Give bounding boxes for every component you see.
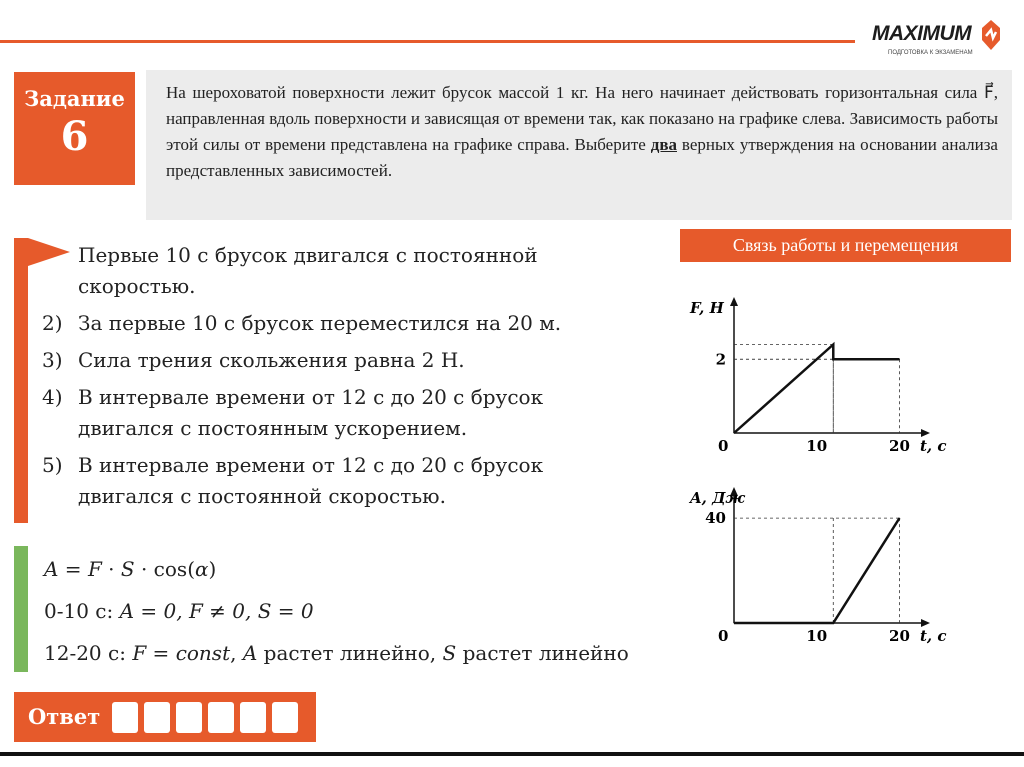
header-rule <box>0 40 855 43</box>
task-label: Задание <box>24 86 125 111</box>
answer-options <box>42 240 622 518</box>
option-number: 4) <box>42 385 63 409</box>
y-axis-label: F, Н <box>690 299 724 317</box>
formula-part: A = 0, F ≠ 0, S = 0 <box>119 599 314 623</box>
formula-part: растет линейно, <box>257 641 443 665</box>
options-flag-bar <box>14 238 28 523</box>
option-text: В интервале времени от 12 с до 20 с брусок двигался с постоянным ускорением. <box>78 385 544 440</box>
force-time-chart <box>680 295 950 470</box>
option-text: Сила трения скольжения равна 2 Н. <box>78 348 465 372</box>
option-number: 2) <box>42 311 63 335</box>
data-point <box>734 433 735 434</box>
data-point <box>899 359 900 360</box>
formula-line-1 <box>44 549 629 591</box>
x-tick-label: 10 <box>806 437 828 455</box>
x-axis-label: t, с <box>920 437 947 455</box>
formula-line-2 <box>44 591 629 633</box>
formula-symbol: A <box>242 641 258 665</box>
formula-part: = <box>146 641 176 665</box>
answer-cell[interactable] <box>176 702 202 733</box>
task-statement <box>166 80 998 184</box>
answer-cell[interactable] <box>240 702 266 733</box>
data-series-line <box>734 518 899 623</box>
x-tick-label: 20 <box>889 437 910 455</box>
x-axis-label: t, с <box>920 627 947 645</box>
option-item[interactable] <box>42 382 622 444</box>
task-text-part: На шероховатой поверхности лежит брусок массой 1 кг. На него начинает действовать горизонтальная сила F⃗, направленная вдоль поверхности и зависящая от времени так, как показано на графике слева. Зависимость работы этой силы от времени представлена на графике справа. Выберите <box>166 83 998 154</box>
data-point <box>833 623 834 624</box>
answer-cell[interactable] <box>272 702 298 733</box>
task-number: 6 <box>60 113 89 160</box>
option-item[interactable] <box>42 308 622 339</box>
option-text: Первые 10 с брусок двигался с постоянной скоростью. <box>78 243 538 298</box>
data-point <box>899 518 900 519</box>
formula-part: , <box>230 641 243 665</box>
option-item[interactable] <box>42 240 622 302</box>
formula-symbol: α <box>195 557 209 581</box>
formula-symbol: S <box>442 641 457 665</box>
topic-tag: Связь работы и перемещения <box>680 229 1011 262</box>
formula-part: const <box>175 641 231 665</box>
formula-part: · <box>101 557 121 581</box>
data-point <box>734 623 735 624</box>
formula-part: · cos( <box>134 557 195 581</box>
answer-cell[interactable] <box>208 702 234 733</box>
logo-text: MAXIMUM <box>872 22 972 45</box>
formula-part: растет линейно <box>456 641 629 665</box>
logo-subtitle: ПОДГОТОВКА К ЭКЗАМЕНАМ <box>888 50 973 56</box>
y-axis-arrow-icon <box>730 297 738 306</box>
maximum-logo <box>872 18 1002 70</box>
answer-cell[interactable] <box>144 702 170 733</box>
formula-part: 0-10 с: <box>44 599 120 623</box>
formula-part: 12-20 с: <box>44 641 133 665</box>
task-text-emphasis: два <box>650 135 677 154</box>
x-axis-arrow-icon <box>921 619 930 627</box>
answer-cell[interactable] <box>112 702 138 733</box>
formula-line-3 <box>44 633 629 675</box>
task-text-part: верных утверждения на основании анализа представленных зависимостей. <box>166 135 998 180</box>
x-tick-label: 10 <box>806 627 828 645</box>
data-point <box>833 344 834 345</box>
option-text: За первые 10 с брусок переместился на 20 м. <box>78 311 562 335</box>
formula-part: ) <box>208 557 217 581</box>
origin-label: 0 <box>718 627 729 645</box>
formula-symbol: F <box>132 641 147 665</box>
y-tick-label: 2 <box>715 350 726 369</box>
formula-symbol: F <box>87 557 102 581</box>
work-time-chart <box>680 485 950 660</box>
y-tick-label: 40 <box>705 509 726 528</box>
option-number: 5) <box>42 453 63 477</box>
option-item[interactable] <box>42 345 622 376</box>
answer-label: Ответ <box>28 704 101 729</box>
logo-mark-icon <box>980 18 1002 52</box>
formula-part: = <box>58 557 88 581</box>
footer-rule <box>0 752 1024 756</box>
task-statement-box <box>146 70 1012 220</box>
option-item[interactable] <box>42 450 622 512</box>
option-text: В интервале времени от 12 с до 20 с брусок двигался с постоянной скоростью. <box>78 453 544 508</box>
solution-bar <box>14 546 28 672</box>
solution-formulas <box>44 549 629 675</box>
y-axis-label: A, Дж <box>690 489 746 507</box>
formula-symbol: A <box>44 557 59 581</box>
answer-panel <box>14 692 316 742</box>
data-point <box>833 359 834 360</box>
x-tick-label: 20 <box>889 627 910 645</box>
option-number: 3) <box>42 348 63 372</box>
formula-symbol: S <box>120 557 135 581</box>
x-axis-arrow-icon <box>921 429 930 437</box>
task-badge <box>14 72 135 185</box>
origin-label: 0 <box>718 437 729 455</box>
data-series-line <box>734 345 899 434</box>
